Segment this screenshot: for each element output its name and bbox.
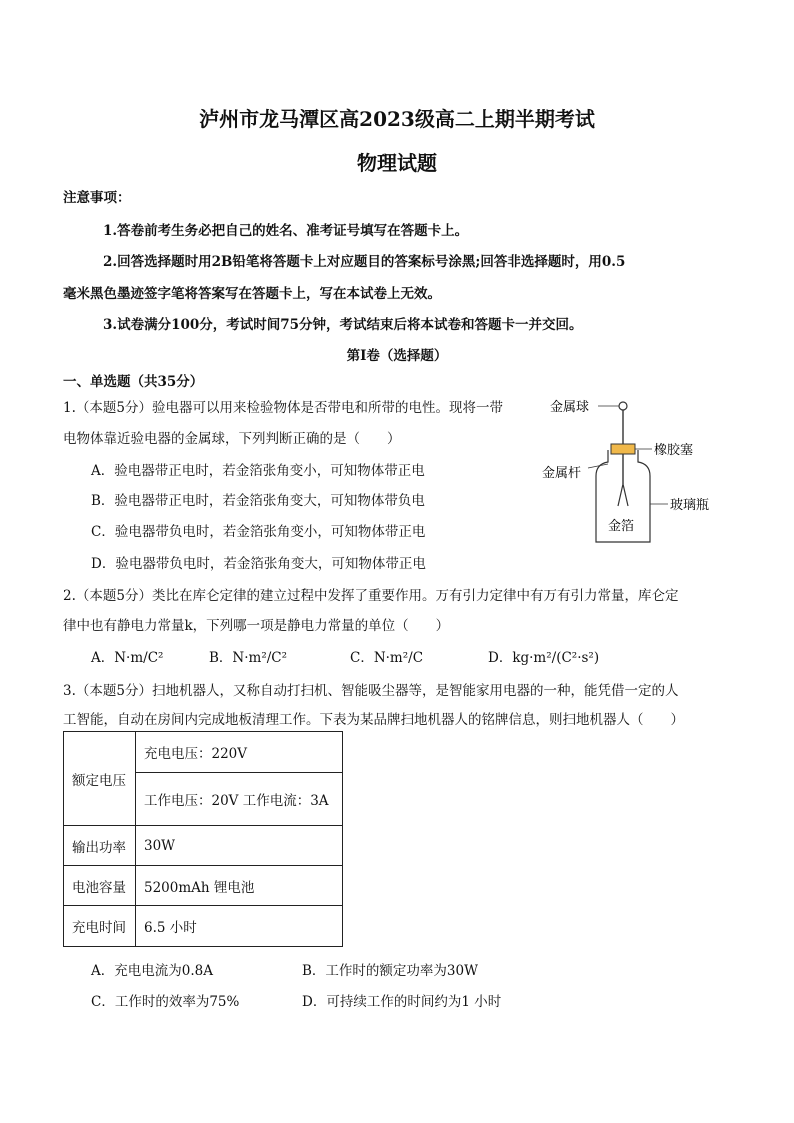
- q1-option-c: C．验电器带负电时，若金箔张角变小，可知物体带正电: [91, 524, 426, 540]
- label-gold-foil: 金箔: [608, 519, 635, 534]
- spec-value: 充电电压：220V: [136, 732, 343, 773]
- q1-option-d: D．验电器带负电时，若金箔张角变大，可知物体带正电: [91, 556, 426, 572]
- spec-label: 充电时间: [64, 906, 136, 947]
- q2-option-a: A．N·m/C²: [91, 650, 164, 666]
- q1-stem-line1: 1.（本题5分）验电器可以用来检验物体是否带电和所带的电性。现将一带: [63, 400, 503, 416]
- label-metal-rod: 金属杆: [542, 466, 582, 481]
- q2-option-c: C．N·m²/C: [350, 650, 424, 666]
- q3-option-b: B．工作时的额定功率为30W: [302, 963, 478, 979]
- volume-title: 第Ⅰ卷（选择题）: [346, 348, 448, 364]
- section-title: 一、单选题（共35分）: [63, 374, 204, 390]
- q3-option-a: A．充电电流为0.8A: [91, 963, 213, 979]
- exam-title: 泸州市龙马潭区高2023级高二上期半期考试: [199, 107, 595, 131]
- q1-stem-line2: 电物体靠近验电器的金属球，下列判断正确的是（ ）: [63, 431, 401, 447]
- q3-stem-line2: 工智能，自动在房间内完成地板清理工作。下表为某品牌扫地机器人的铭牌信息，则扫地机器人（ ）: [63, 712, 684, 728]
- spec-label: 输出功率: [64, 826, 136, 866]
- rubber-stopper: [611, 444, 635, 454]
- electroscope-figure: [536, 392, 726, 552]
- q1-option-a: A．验电器带正电时，若金箔张角变小，可知物体带正电: [91, 463, 425, 479]
- q2-stem-line2: 律中也有静电力常量k，下列哪一项是静电力常量的单位（ ）: [63, 618, 450, 634]
- gold-foil: [618, 484, 628, 506]
- q3-stem-line1: 3.（本题5分）扫地机器人，又称自动打扫机、智能吸尘器等，是智能家用电器的一种，能凭借一定的人: [63, 683, 679, 699]
- notice-item: 2.回答选择题时用2B铅笔将答题卡上对应题目的答案标号涂黑;回答非选择题时，用0.5: [103, 254, 626, 270]
- notice-item: 1.答卷前考生务必把自己的姓名、准考证号填写在答题卡上。: [103, 223, 469, 239]
- q1-option-b: B．验电器带正电时，若金箔张角变大，可知物体带负电: [91, 493, 425, 509]
- q2-option-d: D．kg·m²/(C²·s²): [488, 650, 600, 666]
- q3-option-c: C．工作时的效率为75%: [91, 994, 240, 1010]
- spec-label: 电池容量: [64, 866, 136, 906]
- q3-option-d: D．可持续工作的时间约为1 小时: [302, 994, 502, 1010]
- label-metal-ball: 金属球: [550, 400, 590, 415]
- spec-label: 额定电压: [64, 732, 136, 826]
- q2-option-b: B．N·m²/C²: [209, 650, 288, 666]
- label-glass-bottle: 玻璃瓶: [670, 498, 710, 513]
- notice-heading: 注意事项：: [63, 190, 131, 206]
- q2-stem-line1: 2.（本题5分）类比在库仑定律的建立过程中发挥了重要作用。万有引力定律中有万有引力常量，库仑定: [63, 588, 679, 604]
- label-rubber-stopper: 橡胶塞: [654, 443, 694, 458]
- notice-item: 3.试卷满分100分，考试时间75分钟，考试结束后将本试卷和答题卡一并交回。: [103, 317, 583, 333]
- spec-value: 5200mAh 锂电池: [136, 866, 343, 906]
- exam-subject: 物理试题: [357, 151, 437, 175]
- robot-spec-table: [63, 731, 343, 947]
- metal-ball-icon: [619, 402, 627, 410]
- spec-value: 6.5 小时: [136, 906, 343, 947]
- spec-value: 工作电压：20V 工作电流：3A: [136, 773, 343, 826]
- spec-value: 30W: [136, 826, 343, 866]
- notice-item: 毫米黑色墨迹签字笔将答案写在答题卡上，写在本试卷上无效。: [63, 286, 441, 302]
